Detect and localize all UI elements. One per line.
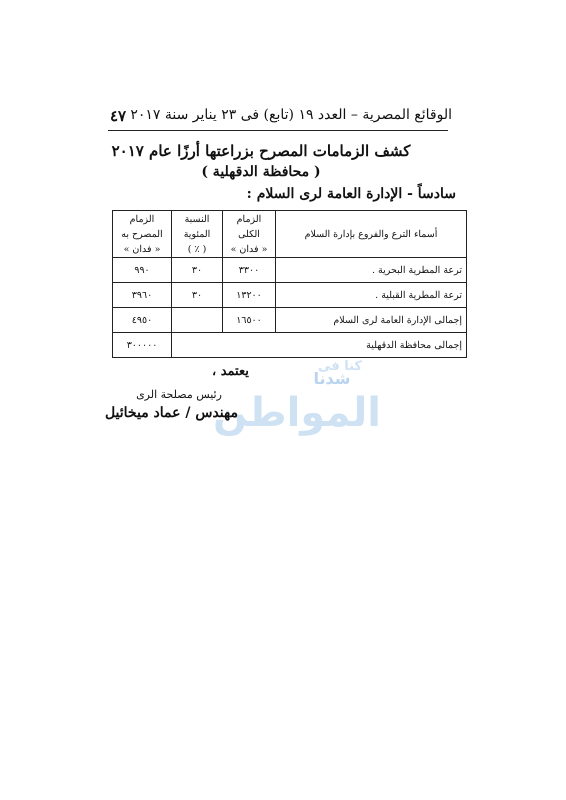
signer-name: مهندس / عماد ميخائيل [104,405,238,421]
row-percentage-cell: ٣٠ [172,258,223,283]
signer-title: رئيس مصلحة الرى [136,388,222,401]
column-header-permitted-area-label: الزمام المصرح به [121,213,163,240]
column-header-name [276,211,467,258]
table-row [113,258,467,283]
row-percentage-cell: ٣٠ [172,283,223,308]
page-number: ٤٧ [110,107,127,125]
row-name-cell: ترعة المطرية البحرية . [276,258,467,283]
row-name-cell: ترعة المطرية القبلية . [276,283,467,308]
column-header-percentage-label: النسبة المئوية [183,213,211,240]
table-row-subtotal [113,308,467,333]
table-header-row [113,211,467,258]
row-total-area-cell: ٣٣٠٠ [223,258,276,283]
column-header-permitted-area [113,211,172,258]
grand-total-label: إجمالى محافظة الدقهلية [172,333,467,358]
gazette-header-title: الوقائع المصرية – العدد ١٩ (تابع) فى ٢٣ يناير سنة ٢٠١٧ [130,107,452,123]
page-header [100,103,452,129]
row-permitted-area-cell: ٩٩٠ [113,258,172,283]
grand-total-permitted-area: ٣٠٠٠٠٠ [113,333,172,358]
header-divider [108,130,448,131]
column-header-total-area-unit: « فدان » [230,243,268,255]
table-row [113,283,467,308]
watermark-mid-text: شدنا [313,369,351,388]
watermark-main-text: المواطن [212,390,382,436]
row-total-area-cell: ١٣٢٠٠ [223,283,276,308]
column-header-permitted-area-unit: « فدان » [123,243,161,255]
document-subtitle: ( محافظة الدقهلية ) [201,164,321,180]
row-total-area-cell: ١٦٥٠٠ [223,308,276,333]
row-permitted-area-cell: ٤٩٥٠ [113,308,172,333]
row-permitted-area-cell: ٣٩٦٠ [113,283,172,308]
row-name-cell: إجمالى الإدارة العامة لرى السلام [276,308,467,333]
column-header-percentage [172,211,223,258]
section-heading: سادساً - الإدارة العامة لرى السلام : [246,186,456,202]
column-header-name-label: أسماء الترع والفروع بإدارة السلام [304,228,438,240]
watermark-logo [212,350,382,436]
column-header-total-area [223,211,276,258]
row-percentage-cell [172,308,223,333]
watermark-top-text: كنا فى [318,359,362,374]
approval-text: يعتمد ، [212,364,249,379]
column-header-total-area-label: الزمام الكلى [236,213,262,240]
rice-area-table [112,210,467,358]
column-header-percentage-unit: ( ٪ ) [187,243,207,255]
document-title: كشف الزمامات المصرح بزراعتها أرزًا عام ٢٠١٧ [111,142,411,160]
